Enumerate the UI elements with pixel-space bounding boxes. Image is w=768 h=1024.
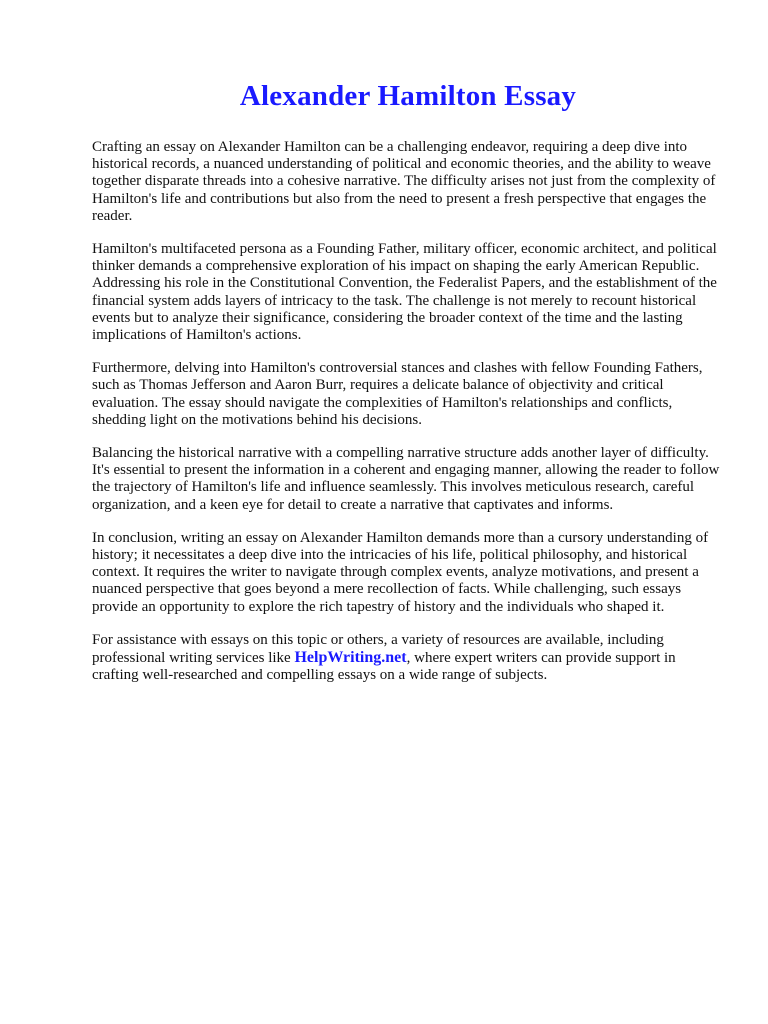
paragraph-intro: Crafting an essay on Alexander Hamilton can be a challenging endeavor, requiring a deep dive into historical records, a nuanced understanding of political and economic theories, and the ability to weave together disparate threads into a cohesive narrative. The difficulty arises not just from the complexity of Hamilton's life and contributions but also from the need to present a fresh perspective that engages the reader.	[92, 139, 716, 224]
paragraph-conclusion: In conclusion, writing an essay on Alexander Hamilton demands more than a cursory understanding of history; it necessitates a deep dive into the intricacies of his life, political philosophy, and historical context. It requires the writer to navigate through complex events, analyze motivations, and present a nuanced perspective that goes beyond a mere recollection of facts. While challenging, such essays provide an opportunity to explore the rich tapestry of history and the individuals who shaped it.	[92, 529, 709, 615]
paragraph-assistance	[92, 632, 722, 685]
helpwriting-link[interactable]: HelpWriting.net	[294, 649, 407, 667]
assistance-text-before: For assistance with essays on this topic or others, a variety of resources are available, including professional writing services like	[92, 631, 664, 667]
document-title: Alexander Hamilton Essay	[239, 80, 577, 112]
assistance-text-after: , where expert writers can provide support in crafting well-researched and compelling essays on a wide range of subjects.	[92, 650, 676, 684]
paragraph-controversy: Furthermore, delving into Hamilton's controversial stances and clashes with fellow Founding Fathers, such as Thomas Jefferson and Aaron Burr, requires a delicate balance of objectivity and critical evaluation. The essay should navigate the complexities of Hamilton's relationships and conflicts, shedding light on the motivations behind his decisions.	[92, 360, 703, 428]
paragraph-structure: Balancing the historical narrative with a compelling narrative structure adds another layer of difficulty. It's essential to present the information in a coherent and engaging manner, allowing the reader to follow the trajectory of Hamilton's life and influence seamlessly. This involves meticulous research, careful organization, and a keen eye for detail to create a narrative that captivates and informs.	[92, 445, 720, 513]
paragraph-persona: Hamilton's multifaceted persona as a Founding Father, military officer, economic architect, and political thinker demands a comprehensive exploration of his impact on shaping the early American Republic. Addressing his role in the Constitutional Convention, the Federalist Papers, and the establishment of the financial system adds layers of intricacy to the task. The challenge is not merely to recount historical events but to analyze their significance, considering the broader context of the time and the lasting implications of Hamilton's actions.	[92, 241, 717, 344]
